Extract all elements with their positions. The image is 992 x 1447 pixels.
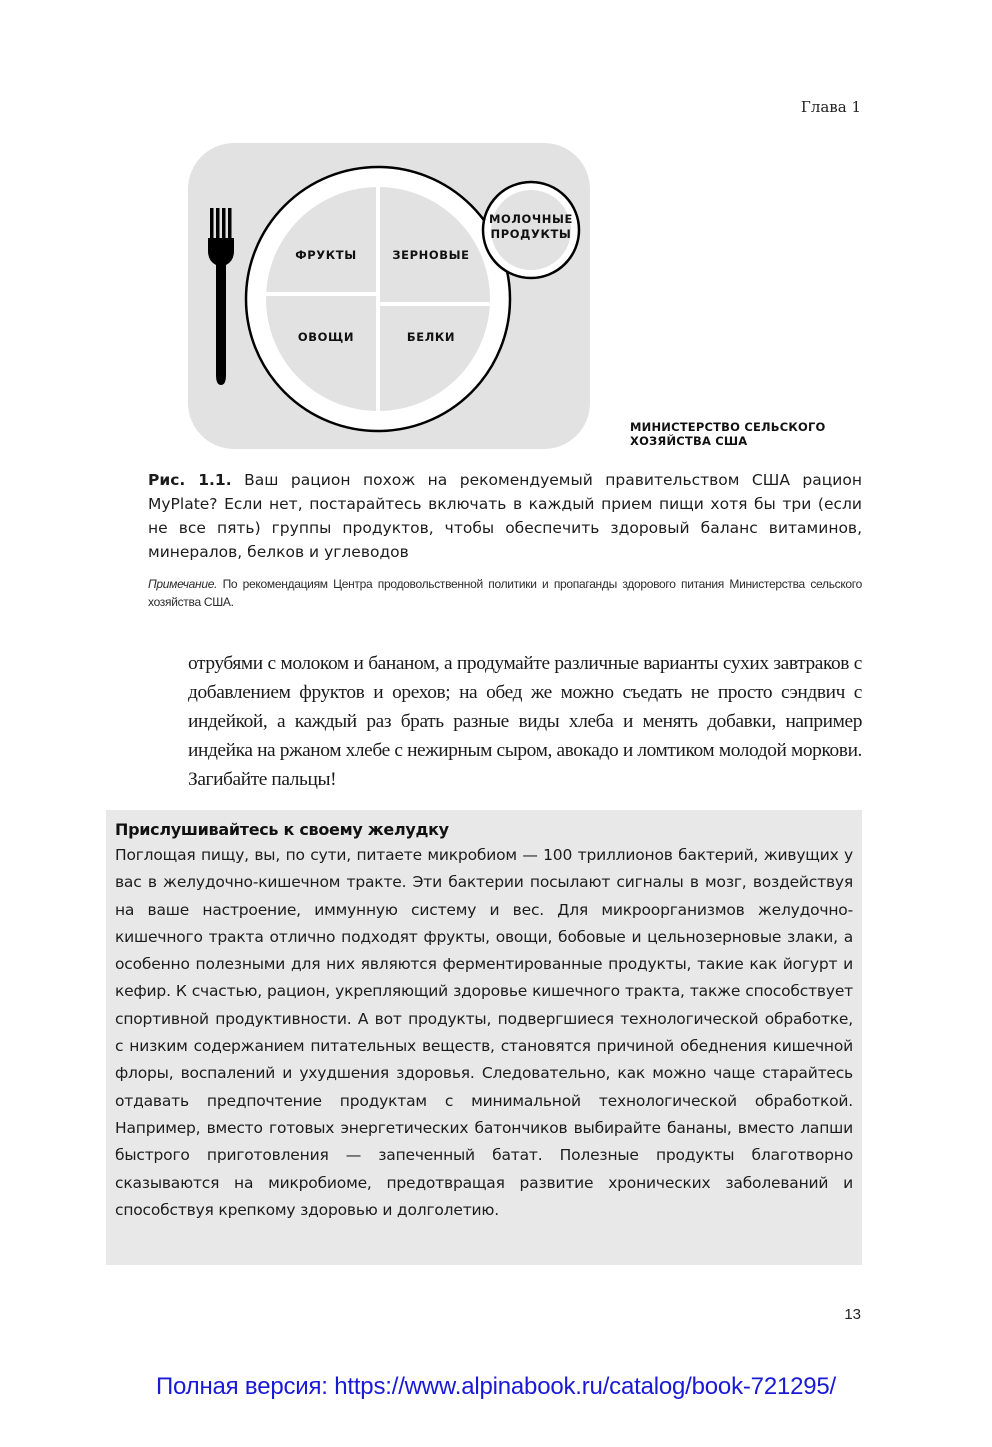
- figure-note: [148, 575, 862, 611]
- grains-label: ЗЕРНОВЫЕ: [392, 248, 470, 262]
- figure-caption: [148, 468, 862, 564]
- caption-label: Рис. 1.1.: [148, 471, 232, 489]
- dairy-label-line2: ПРОДУКТЫ: [490, 227, 572, 241]
- credit-line-2: ХОЗЯЙСТВА США: [630, 434, 748, 448]
- caption-text: Ваш рацион похож на рекомендуемый правительством США рацион MyPlate? Если нет, постарайтесь включать в каждый прием пищи хотя бы три (если не все пять) группы продуктов, чтобы обеспечить здоровый баланс витаминов, минералов, белков и углеводов: [148, 471, 862, 561]
- sidebar-title: Прислушивайтесь к своему желудку: [115, 820, 449, 839]
- chapter-header: Глава 1: [800, 98, 861, 116]
- figure-credit: [630, 420, 825, 448]
- page-number: 13: [844, 1306, 861, 1323]
- sidebar-box: [106, 810, 862, 1265]
- credit-line-1: МИНИСТЕРСТВО СЕЛЬСКОГО: [630, 420, 826, 434]
- fruits-label: ФРУКТЫ: [295, 248, 357, 262]
- full-version-link-container: [0, 1373, 992, 1401]
- protein-label: БЕЛКИ: [406, 330, 456, 344]
- fork-icon: [208, 208, 234, 385]
- note-label: Примечание.: [148, 577, 218, 591]
- sidebar-text: Поглощая пищу, вы, по сути, питаете микробиом — 100 триллионов бактерий, живущих у вас в желудочно-кишечном тракте. Эти бактерии посылают сигналы в мозг, воздействуя на ваше настроение, иммунную систему и вес. Для микроорганизмов желудочно-кишечного тракта отлично подходят фрукты, овощи, бобовые и цельнозерновые злаки, а особенно полезными для них являются ферментированные продукты, такие как йогурт и кефир. К счастью, рацион, укрепляющий здоровье кишечного тракта, также способствует спортивной продуктивности. А вот продукты, подвергшиеся технологической обработке, с низким содержанием питательных веществ, становятся причиной обеднения кишечной флоры, воспалений и ухудшения здоровья. Следовательно, как можно чаще старайтесь отдавать предпочтение продуктам с минимальной технологической обработкой. Например, вместо готовых энергетических батончиков выбирайте бананы, вместо лапши быстрого приготовления — запеченный батат. Полезные продукты благотворно сказываются на микробиоме, предотвращая развитие хронических заболеваний и способствуя крепкому здоровью и долголетию.: [115, 846, 853, 1219]
- note-text: По рекомендациям Центра продовольственной политики и пропаганды здорового питания Министерства сельского хозяйства США.: [148, 577, 862, 609]
- plate-icon: [246, 167, 510, 431]
- myplate-diagram: [188, 143, 590, 449]
- body-paragraph: отрубями с молоком и бананом, а продумайте различные варианты сухих завтраков с добавлением фруктов и орехов; на обед же можно съедать не просто сэндвич с индейкой, а каждый раз брать разные виды хлеба и менять добавки, например индейка на ржаном хлебе с нежирным сыром, авокадо и ломтиком молодой моркови. Загибайте пальцы!: [188, 653, 862, 790]
- vegetables-label: ОВОЩИ: [297, 330, 355, 344]
- dairy-label-line1: МОЛОЧНЫЕ: [488, 212, 574, 226]
- full-version-link[interactable]: Полная версия: https://www.alpinabook.ru/catalog/book-721295/: [155, 1373, 837, 1400]
